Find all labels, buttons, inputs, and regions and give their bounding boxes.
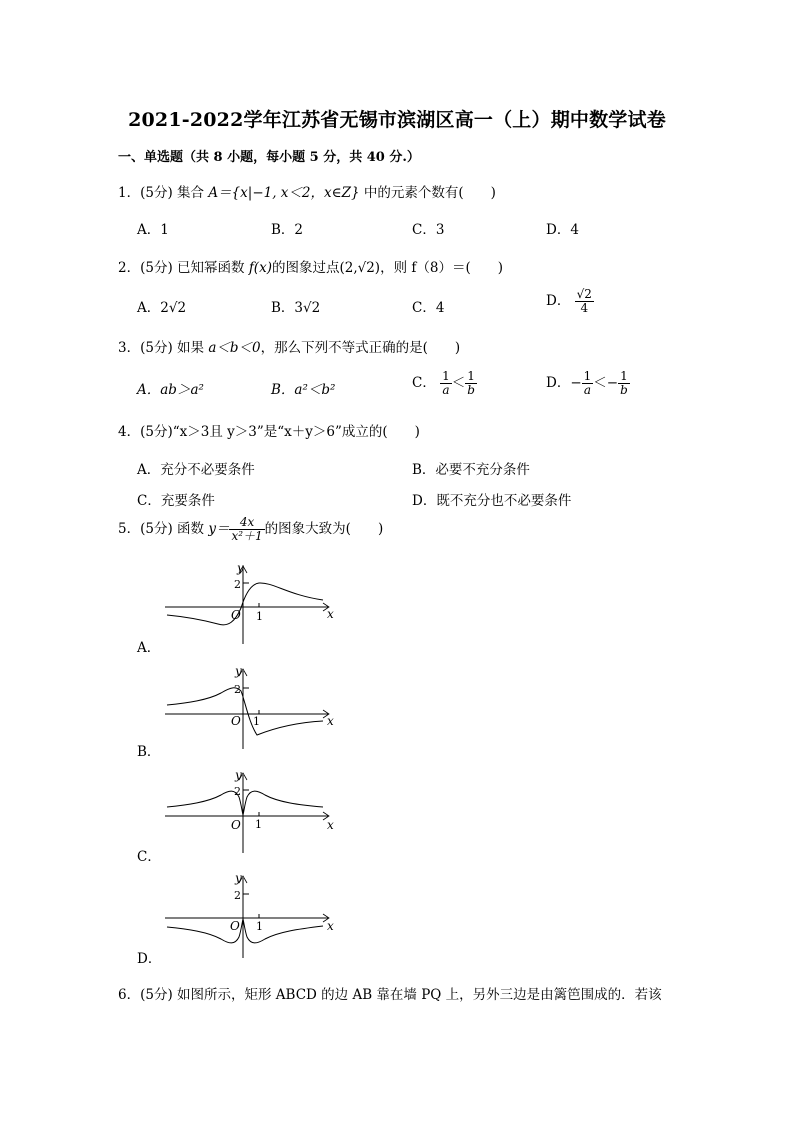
question-3 (118, 336, 460, 356)
q5-graph-c (163, 767, 343, 857)
q3-option-c-label: C． (412, 375, 436, 391)
q2-option-c: C．4 (412, 300, 445, 316)
tick-1-label: 1 (256, 920, 263, 933)
q4-option-d: D．既不充分也不必要条件 (412, 493, 572, 509)
tick-2-label: 2 (234, 785, 241, 798)
q3-option-b: B．a²＜b² (271, 382, 336, 398)
q5-function-fraction (229, 516, 264, 543)
tick-2-label: 2 (234, 683, 241, 696)
q5-graph-a (163, 560, 343, 650)
q3-option-c (412, 370, 477, 397)
q2-point: (2,√2) (339, 260, 381, 276)
q1-option-a: A．1 (137, 222, 169, 238)
q4-option-a: A．充分不必要条件 (137, 462, 255, 478)
q5-graph-d (163, 870, 343, 960)
frac-numerator: 1 (465, 370, 477, 384)
question-5 (118, 516, 383, 543)
q5-graph-b (163, 663, 343, 753)
q1-set: A＝{x|−1, x＜2，x∈Z} (208, 185, 360, 201)
y-label: y (235, 768, 242, 782)
q1-prefix: 1．(5分) 集合 (118, 185, 205, 201)
tick-2-label: 2 (234, 578, 241, 591)
x-label: x (327, 818, 334, 832)
q1-option-c: C．3 (412, 222, 445, 238)
x-label: x (327, 714, 334, 728)
frac-numerator: 1 (583, 369, 592, 383)
section-heading: 一、单选题（共 8 小题，每小题 5 分，共 40 分.） (118, 150, 420, 165)
q2-fx: f(x) (248, 260, 272, 276)
q2-option-d-numerator: √2 (576, 287, 592, 301)
q3-option-a: A．ab＞a² (137, 382, 204, 398)
q1-suffix: 中的元素个数有( ) (363, 185, 496, 201)
q1-option-d: D．4 (546, 222, 579, 238)
tick-1-label: 1 (255, 818, 262, 831)
y-label: y (235, 871, 242, 885)
q5-numerator: 4x (229, 516, 264, 530)
q5-option-c: C． (137, 849, 161, 865)
origin-label: O (230, 919, 240, 933)
q3-option-c-frac-2 (465, 370, 477, 397)
frac-numerator: 1 (442, 369, 450, 383)
q5-option-a: A． (137, 640, 161, 656)
q5-suffix: 的图象大致为( ) (264, 521, 384, 537)
q3-option-d-frac-1 (582, 370, 594, 397)
curve (167, 688, 323, 735)
q4-option-c: C．充要条件 (137, 493, 215, 509)
q1-option-b: B．2 (271, 222, 304, 238)
question-6: 6．(5分) 如图所示，矩形 ABCD 的边 AB 靠在墙 PQ 上，另外三边是由篱笆围成的．若该 (118, 987, 662, 1003)
question-1 (118, 181, 496, 201)
y-label: y (237, 561, 244, 575)
frac-denominator: b (620, 383, 628, 397)
tick-1-label: 1 (253, 715, 260, 728)
x-label: x (327, 607, 334, 621)
less-than: ＜ (593, 375, 607, 391)
q3-suffix: ，那么下列不等式正确的是( ) (260, 340, 461, 356)
q3-prefix: 3．(5分) 如果 (118, 340, 205, 356)
q2-mid: 的图象过点 (271, 260, 340, 276)
q3-option-d-frac-2 (618, 370, 630, 397)
q4-option-b: B．必要不充分条件 (412, 462, 530, 478)
tick-1-label: 1 (256, 610, 263, 623)
question-2 (118, 256, 503, 276)
q2-option-a: A．2√2 (137, 300, 187, 316)
frac-denominator: a (583, 383, 592, 397)
q5-y-equals: y＝ (208, 521, 230, 537)
q2-suffix: ，则 f（8）＝( ) (380, 260, 503, 276)
page-title: 2021-2022学年江苏省无锡市滨湖区高一（上）期中数学试卷 (128, 109, 666, 131)
q5-option-b: B． (137, 744, 161, 760)
q2-option-d-denominator: 4 (580, 301, 589, 315)
q5-denominator: x²＋1 (231, 529, 263, 543)
q2-option-d-label: D． (546, 293, 571, 309)
q3-option-d (546, 370, 630, 397)
q5-prefix: 5．(5分) 函数 (118, 521, 205, 537)
q5-option-d: D． (137, 951, 162, 967)
less-than: ＜ (451, 375, 466, 391)
frac-denominator: a (442, 383, 450, 397)
curve (167, 919, 323, 943)
origin-label: O (231, 714, 241, 728)
question-4: 4．(5分)“x＞3且 y＞3”是“x＋y＞6”成立的( ) (118, 424, 420, 440)
origin-label: O (231, 818, 241, 832)
q2-prefix: 2．(5分) 已知幂函数 (118, 260, 245, 276)
q3-option-c-frac-1 (440, 370, 452, 397)
y-label: y (235, 664, 242, 678)
frac-numerator: 1 (618, 370, 630, 384)
curve (167, 791, 323, 815)
q3-condition: a＜b＜0 (208, 340, 261, 356)
frac-denominator: b (467, 383, 475, 397)
q2-option-b: B．3√2 (271, 300, 321, 316)
origin-label: O (231, 608, 241, 622)
x-label: x (327, 919, 334, 933)
q3-option-d-label: D． (546, 375, 571, 391)
curve (167, 583, 323, 625)
tick-2-label: 2 (234, 889, 241, 902)
q2-option-d-fraction (575, 288, 594, 315)
minus-sign: − (570, 375, 582, 391)
minus-sign: − (606, 375, 619, 391)
q2-option-d (546, 288, 594, 315)
